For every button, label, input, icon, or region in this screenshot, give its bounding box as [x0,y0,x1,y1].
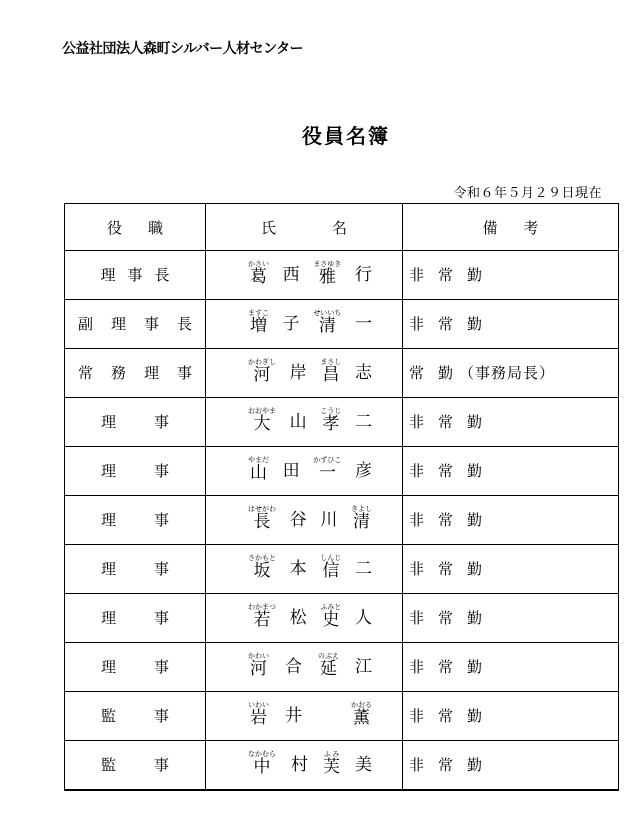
name-char: 一 [354,314,372,334]
header-name: 氏 名 [206,204,403,251]
table-row [65,447,619,496]
name-char: 江 [355,657,372,677]
name-reading: かおる [351,701,372,709]
officer-position: 常 務 理 事 [65,349,206,398]
officer-position: 理 事 [65,496,206,545]
name-char: 志 [354,363,372,383]
name-reading: かさい [248,260,269,268]
name-char: 村 [291,755,308,775]
name-char: 井 [285,706,302,726]
name-reading: わかまつ [248,603,276,611]
table-row [65,300,619,349]
name-reading: きよし [350,505,372,513]
name-reading: ふみ [323,750,340,758]
name-reading: せいいち [313,309,342,317]
table-row [65,545,619,594]
name-char: 彦 [354,461,372,481]
officer-name [206,447,403,496]
officer-position: 理 事 [65,643,206,692]
name-char: 孝こうじ [320,407,342,434]
name-char: 河かわい [248,652,269,679]
officer-roster-table [64,203,619,791]
name-char: 西 [282,265,300,285]
name-char: 長はせがわ [248,505,276,532]
name-reading: ふみと [320,603,342,611]
officer-note: 非 常 勤 [403,300,619,349]
as-of-date: 令和６年５月２９日現在 [453,186,602,201]
officer-note: 非 常 勤 [403,398,619,447]
officer-name [206,741,403,791]
name-char: 美 [355,755,372,775]
officer-position: 理 事 [65,594,206,643]
table-row [65,398,619,447]
header-note: 備 考 [403,204,619,251]
name-char: 二 [354,412,372,432]
officer-name [206,594,403,643]
name-reading: のぶえ [318,652,339,660]
organization-name: 公益社団法人森町シルバー人材センター [62,41,304,57]
name-reading: まさし [320,358,342,366]
header-position: 役 職 [65,204,206,251]
officer-note: 非 常 勤 [403,741,619,791]
name-char: 雅まさゆき [313,260,342,287]
name-char: 合 [285,657,302,677]
officer-note: 非 常 勤 [403,496,619,545]
officer-position: 監 事 [65,741,206,791]
table-row [65,594,619,643]
name-reading: かわい [248,652,269,660]
table-row [65,349,619,398]
name-reading: いわい [248,701,269,709]
officer-note: 非 常 勤 [403,594,619,643]
name-char: 山やまだ [248,456,269,483]
name-char: 田 [282,461,300,481]
officer-name [206,300,403,349]
name-char: 信しんじ [320,554,342,581]
table-row [65,741,619,791]
table-row [65,496,619,545]
officer-position: 副 理 事 長 [65,300,206,349]
officer-name [206,398,403,447]
officer-position: 理 事 [65,398,206,447]
name-char: 岸 [289,363,307,383]
name-char: 増ますこ [248,309,269,336]
table-header-row [65,204,619,251]
name-char: 清きよし [350,505,372,532]
officer-note: 常 勤 （事務局長） [403,349,619,398]
name-reading: おおやま [248,407,276,415]
name-reading: やまだ [248,456,269,464]
name-char: 河かわぎし [248,358,276,385]
name-char: 岩いわい [248,701,269,728]
officer-position: 理 事 [65,447,206,496]
name-char: 一かずひこ [313,456,342,483]
name-char: 行 [354,265,372,285]
name-reading: ますこ [248,309,269,317]
name-reading: かわぎし [248,358,276,366]
officer-position: 理 事 長 [65,251,206,300]
name-char: 人 [354,608,372,628]
name-char: 大おおやま [248,407,276,434]
name-char: 延のぶえ [318,652,339,679]
name-char: 芙ふみ [323,750,340,777]
name-char: 坂さかもと [248,554,276,581]
table-row [65,692,619,741]
name-reading: こうじ [320,407,342,415]
name-char [318,701,335,728]
officer-name [206,692,403,741]
name-char: 川 [320,510,338,530]
document-title: 役員名簿 [302,124,390,148]
officer-name [206,545,403,594]
officer-note: 非 常 勤 [403,447,619,496]
name-char: 松 [289,608,307,628]
officer-note: 非 常 勤 [403,643,619,692]
name-char: 谷 [289,510,307,530]
officer-name [206,643,403,692]
name-reading: しんじ [320,554,342,562]
name-char: 昌まさし [320,358,342,385]
officer-name [206,349,403,398]
name-char: 中なかむら [248,750,276,777]
officer-position: 監 事 [65,692,206,741]
name-char: 本 [289,559,307,579]
officer-note: 非 常 勤 [403,692,619,741]
name-reading: かずひこ [313,456,342,464]
officer-name [206,496,403,545]
name-char: 史ふみと [320,603,342,630]
name-char: 二 [354,559,372,579]
name-reading: はせがわ [248,505,276,513]
name-char: 若わかまつ [248,603,276,630]
name-char: 山 [289,412,307,432]
table-row [65,251,619,300]
name-char: 清せいいち [313,309,342,336]
name-reading: まさゆき [313,260,342,268]
officer-note: 非 常 勤 [403,251,619,300]
officer-note: 非 常 勤 [403,545,619,594]
name-reading: さかもと [248,554,276,562]
officer-name [206,251,403,300]
name-char: 葛かさい [248,260,269,287]
table-row [65,643,619,692]
name-char: 薫かおる [351,701,372,728]
officer-position: 理 事 [65,545,206,594]
name-reading: なかむら [248,750,276,758]
name-char: 子 [282,314,300,334]
